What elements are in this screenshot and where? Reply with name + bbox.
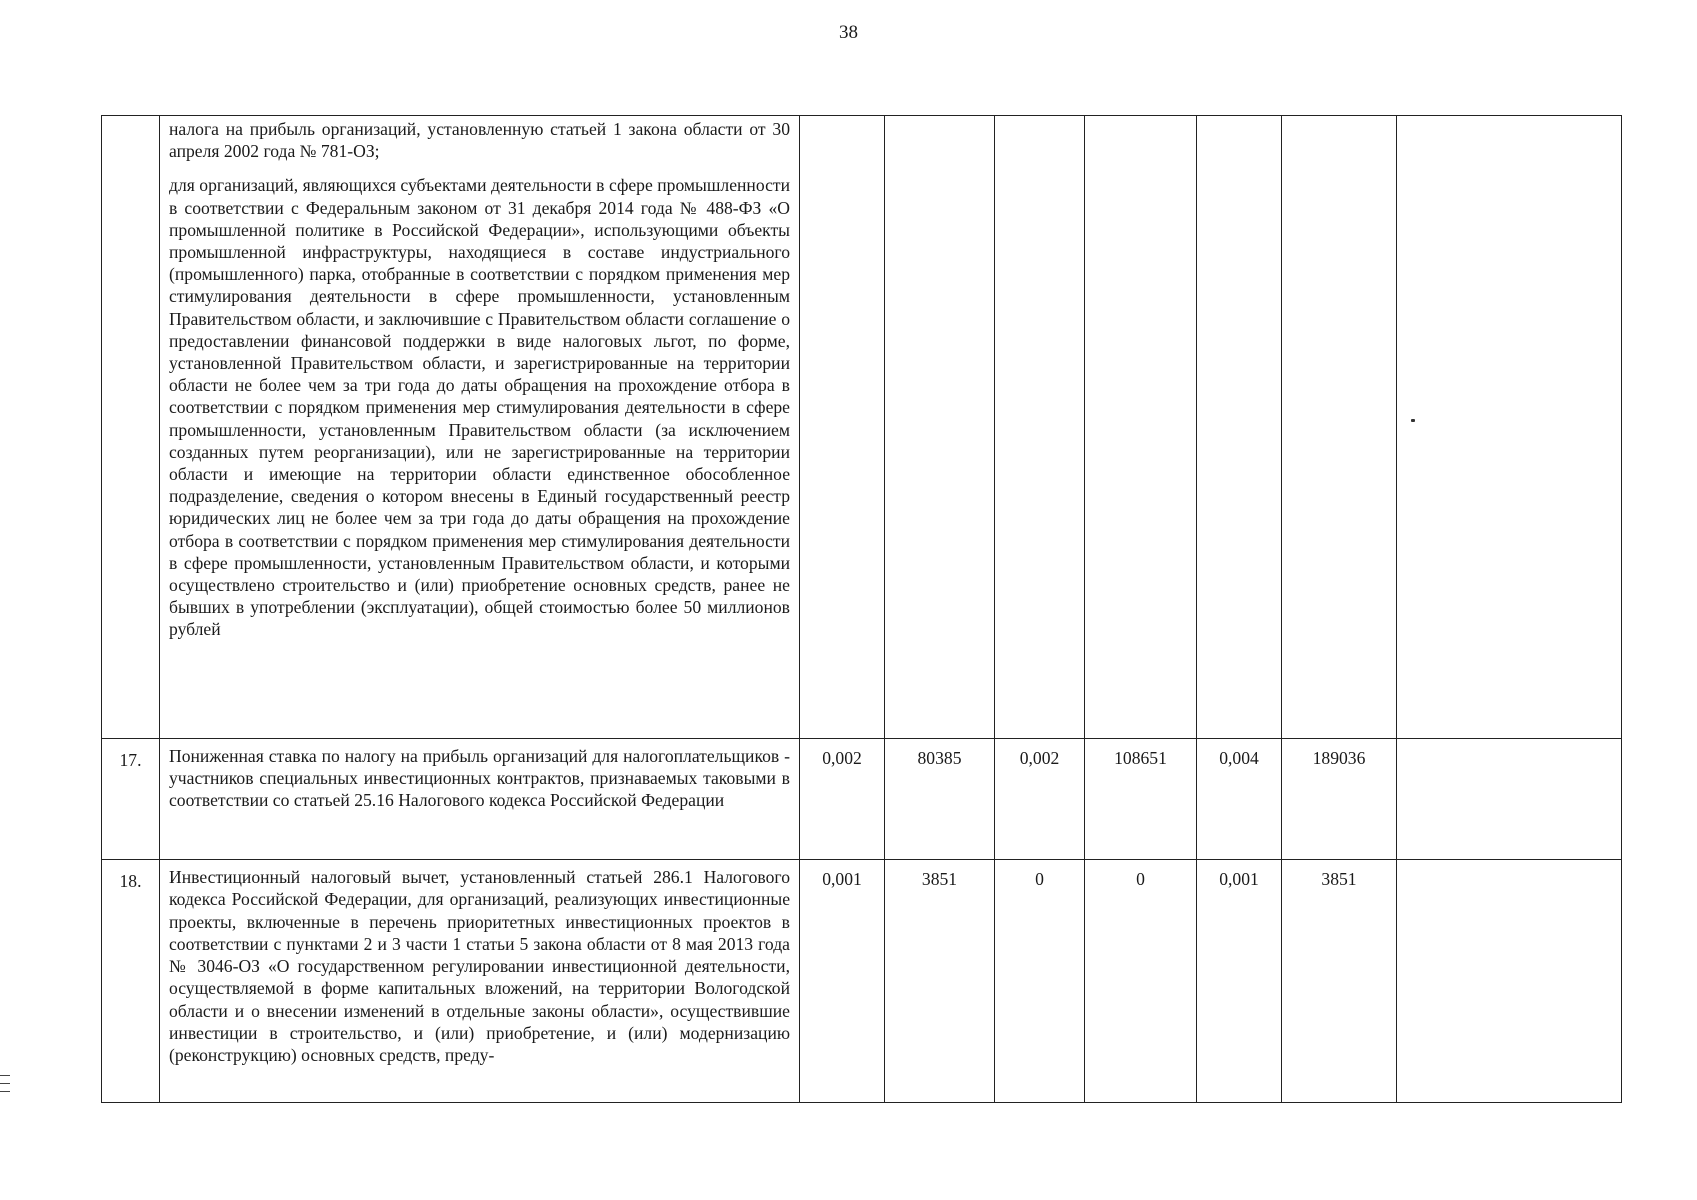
- continuation-paragraph-1: налога на прибыль организаций, установленную статьей 1 закона области от 30 апреля 2002 года № 781-ОЗ;: [169, 119, 790, 162]
- cell-value: [1397, 116, 1622, 739]
- benefits-table: [101, 115, 1622, 1103]
- value-cell: 0: [995, 860, 1085, 1103]
- table-row-continuation: [102, 116, 1622, 739]
- cell-value: [1282, 116, 1397, 739]
- cell-value: [995, 116, 1085, 739]
- continuation-paragraph-2: для организаций, являющихся субъектами деятельности в сфере промышленности в соответствии с Федеральным законом от 31 декабря 2014 года № 488-ФЗ «О промышленной политике в Российской Федерации», использующими объекты промышленной инфраструктуры, находящиеся в составе индустриального (промышленного) парка, отобранные в соответствии с порядком применения мер стимулирования деятельности в сфере промышленности, установленным Правительством области, и заключившие с Правительством области соглашение о предоставлении финансовой поддержки в виде налоговых льгот, по форме, установленной Правительством области, и зарегистрированные на территории области не более чем за три года до даты обращения на прохождение отбора в соответствии с порядком применения мер стимулирования деятельности в сфере промышленности, установленным Правительством области (за исключением созданных путем реорганизации), или не зарегистрированные на территории области и имеющие на территории области единственное обособленное подразделение, сведения о котором внесены в Единый государственный реестр юридических лиц не более чем за три года до даты обращения на прохождение отбора в соответствии с порядком применения мер стимулирования деятельности в сфере промышленности, установленным Правительством области, и которыми осуществлено строительство и (или) приобретение основных средств, ранее не бывших в употреблении (эксплуатации), общей стоимостью более 50 миллионов рублей: [169, 175, 790, 640]
- cell-number: [102, 116, 160, 739]
- page-number: 38: [839, 22, 858, 43]
- scan-dot-mark: [1411, 419, 1415, 422]
- value-cell: 3851: [885, 860, 995, 1103]
- value-cell: 80385: [885, 739, 995, 860]
- value-cell: [1397, 860, 1622, 1103]
- row-description: Инвестиционный налоговый вычет, установленный статьей 286.1 Налогового кодекса Российской Федерации, для организаций, реализующих инвестиционные проекты, включенные в перечень приоритетных инвестиционных проектов в соответствии с пунктами 2 и 3 части 1 статьи 5 закона области от 8 мая 2013 года № 3046-ОЗ «О государственном регулировании инвестиционной деятельности, осуществляемой в форме капитальных вложений, на территории Вологодской области и о внесении изменений в отдельные законы области», осуществившие инвестиции в строительство, и (или) приобретение, и (или) модернизацию (реконструкцию) основных средств, преду-: [160, 860, 800, 1103]
- value-cell: 0,001: [800, 860, 885, 1103]
- value-cell: 0,004: [1197, 739, 1282, 860]
- table-row-18: [102, 860, 1622, 1103]
- table-row-17: [102, 739, 1622, 860]
- value-cell: 3851: [1282, 860, 1397, 1103]
- scan-edge-mark: [0, 1075, 10, 1076]
- value-cell: 0,001: [1197, 860, 1282, 1103]
- row-number: 17.: [102, 739, 160, 860]
- row-description: Пониженная ставка по налогу на прибыль организаций для налогоплательщиков - участников специальных инвестиционных контрактов, признаваемых таковыми в соответствии со статьей 25.16 Налогового кодекса Российской Федерации: [160, 739, 800, 860]
- value-cell: 108651: [1085, 739, 1197, 860]
- scan-edge-mark: [0, 1083, 10, 1084]
- value-cell: 189036: [1282, 739, 1397, 860]
- value-cell: 0,002: [995, 739, 1085, 860]
- cell-value: [1085, 116, 1197, 739]
- row-number: 18.: [102, 860, 160, 1103]
- cell-description: [160, 116, 800, 739]
- cell-value: [1197, 116, 1282, 739]
- cell-value: [800, 116, 885, 739]
- scan-edge-mark: [0, 1091, 10, 1092]
- value-cell: 0,002: [800, 739, 885, 860]
- value-cell: 0: [1085, 860, 1197, 1103]
- value-cell: [1397, 739, 1622, 860]
- cell-value: [885, 116, 995, 739]
